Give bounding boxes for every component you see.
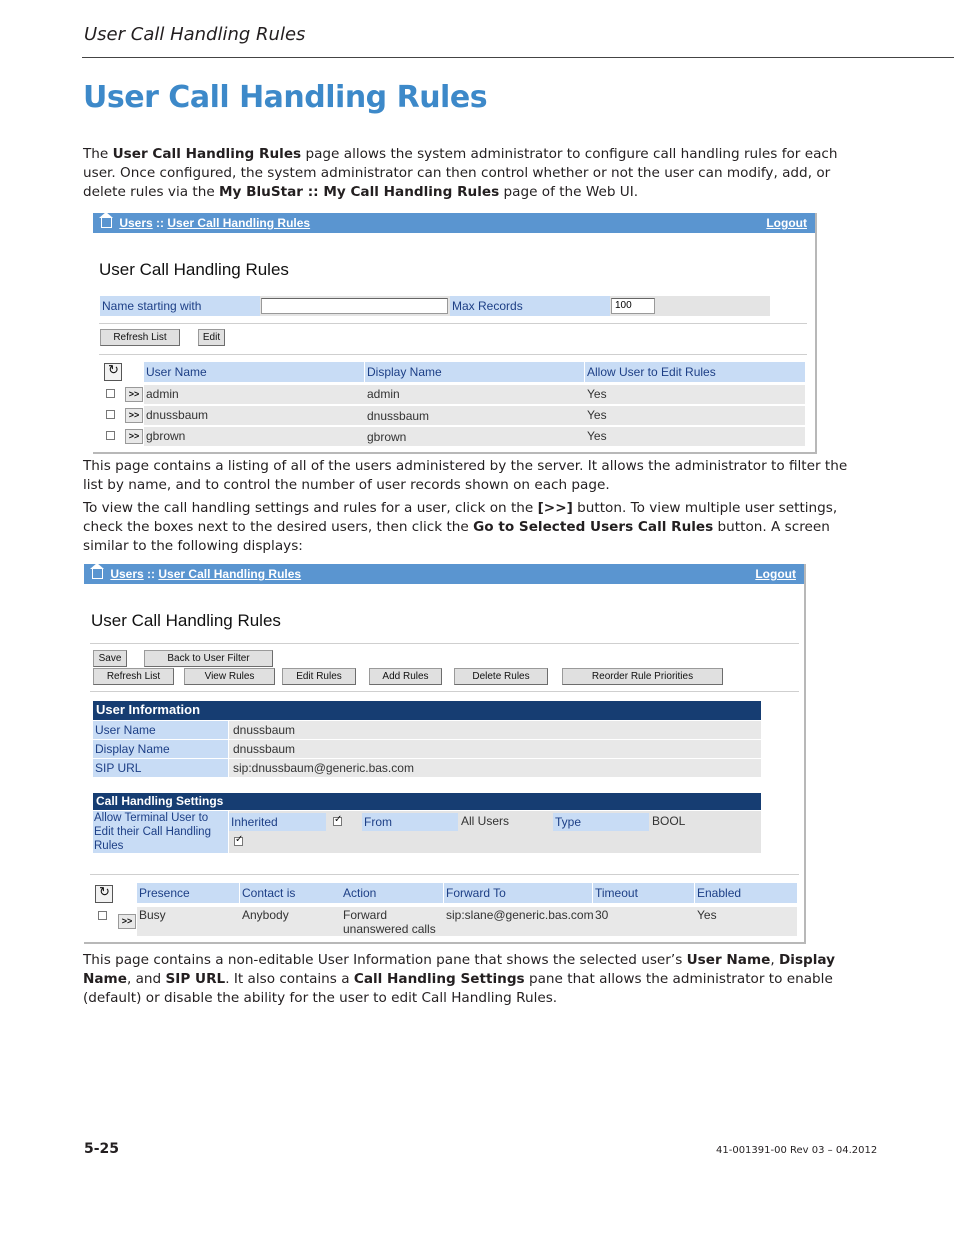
info-pane-paragraph: This page contains a non-editable User Information pane that shows the selected user’s User Name, Display Name, and SIP URL. It also contains a Call Handling Settings pane that allows the administrator to enable (default) or disable the ability for the user to edit Call Handling Rules. [83, 952, 836, 1006]
save-button[interactable]: Save [93, 650, 127, 667]
refresh-icon[interactable] [95, 885, 113, 903]
display-name-cell: gbrown [367, 430, 407, 444]
document-id: 41-001391-00 Rev 03 – 04.2012 [716, 1145, 878, 1156]
allow-edit-label: Allow Terminal User to Edit their Call Handling Rules [93, 811, 228, 853]
sip-url-label: SIP URL [93, 759, 228, 777]
forward-to-cell: sip:slane@generic.bas.com [446, 908, 594, 922]
row-go-button[interactable]: >> [125, 408, 143, 423]
intro-paragraph: The User Call Handling Rules page allows the system administrator to configure call handling rules for each user. Once configured, the system administrator can then control whether or not the user can modify, add, or delete rules via the My BluStar :: My Call Handling Rules page of the Web UI. [83, 146, 838, 200]
inherited-checkbox[interactable] [333, 817, 342, 826]
row-go-button[interactable]: >> [125, 387, 143, 402]
top-nav-bar [84, 564, 804, 584]
call-handling-settings-header: Call Handling Settings [93, 793, 761, 810]
edit-rules-button[interactable]: Edit Rules [282, 668, 356, 685]
user-name-label: User Name [93, 721, 228, 739]
type-label: Type [553, 813, 649, 831]
screenshot-user-list [93, 213, 817, 454]
display-name-cell: admin [367, 387, 400, 401]
table-row [144, 406, 805, 425]
column-header-display-name: Display Name [365, 362, 584, 382]
user-information-header: User Information [93, 701, 761, 720]
divider [99, 354, 807, 355]
column-header-allow-edit: Allow User to Edit Rules [585, 362, 805, 382]
logout-link[interactable]: Logout [755, 567, 796, 581]
action-cell: Forward unanswered calls [343, 908, 436, 936]
user-name-cell: dnussbaum [146, 408, 209, 422]
listing-paragraph: This page contains a listing of all of the users administered by the server. It allows the administrator to filter the list by name, and to control the number of user records shown on each page. [83, 458, 848, 493]
rule-row-go-button[interactable]: >> [118, 914, 136, 929]
refresh-icon[interactable] [104, 363, 122, 381]
allow-edit-cell: Yes [587, 429, 607, 443]
view-rules-paragraph: To view the call handling settings and rules for a user, click on the [>>] button. To view multiple user settings, check the boxes next to the desired users, then click the Go to Selected Users Call Rules button. A screen similar to the following displays: [83, 500, 838, 554]
header-rule [82, 57, 954, 58]
row-checkbox[interactable] [106, 431, 115, 440]
timeout-cell: 30 [595, 908, 609, 922]
top-nav-bar [93, 213, 815, 233]
inherited-label: Inherited [229, 813, 326, 831]
breadcrumb-users-link[interactable]: Users [110, 567, 144, 581]
divider [90, 691, 799, 692]
column-header-enabled: Enabled [695, 883, 797, 903]
shot-title: User Call Handling Rules [91, 611, 281, 630]
page-number: 5-25 [84, 1141, 120, 1157]
table-row [144, 385, 805, 404]
allow-edit-checkbox[interactable] [234, 837, 243, 846]
sip-url-value: sip:dnussbaum@generic.bas.com [229, 759, 761, 777]
display-name-cell: dnussbaum [367, 409, 430, 423]
rule-row-checkbox[interactable] [98, 911, 107, 920]
allow-edit-cell: Yes [587, 408, 607, 422]
home-icon[interactable] [92, 569, 103, 579]
back-to-user-filter-button[interactable]: Back to User Filter [144, 650, 273, 667]
row-checkbox[interactable] [106, 410, 115, 419]
column-header-presence: Presence [137, 883, 239, 903]
page-title: User Call Handling Rules [83, 80, 488, 115]
user-name-cell: admin [146, 387, 179, 401]
breadcrumb-separator: :: [147, 567, 156, 581]
name-filter-label: Name starting with [100, 296, 260, 316]
shot-title: User Call Handling Rules [99, 260, 289, 279]
screenshot-user-rules [84, 564, 806, 944]
edit-button[interactable]: Edit [198, 329, 225, 346]
contact-cell: Anybody [242, 908, 289, 922]
breadcrumb-current-link[interactable]: User Call Handling Rules [167, 216, 311, 230]
breadcrumb-users-link[interactable]: Users [119, 216, 153, 230]
home-icon[interactable] [101, 218, 112, 228]
from-label: From [362, 813, 458, 831]
name-filter-input[interactable] [261, 298, 448, 314]
divider [99, 323, 807, 324]
display-name-value: dnussbaum [229, 740, 761, 758]
column-header-contact: Contact is [240, 883, 341, 903]
breadcrumb [92, 567, 301, 581]
breadcrumb-current-link[interactable]: User Call Handling Rules [158, 567, 302, 581]
divider [90, 643, 799, 644]
max-records-input[interactable]: 100 [611, 298, 655, 314]
enabled-cell: Yes [697, 908, 717, 922]
refresh-list-button[interactable]: Refresh List [93, 668, 174, 685]
table-row [144, 427, 805, 446]
user-name-value: dnussbaum [229, 721, 761, 739]
column-header-forward-to: Forward To [444, 883, 592, 903]
add-rules-button[interactable]: Add Rules [369, 668, 442, 685]
allow-edit-cell: Yes [587, 387, 607, 401]
logout-link[interactable]: Logout [766, 216, 807, 230]
user-name-cell: gbrown [146, 429, 186, 443]
refresh-list-button[interactable]: Refresh List [100, 329, 180, 346]
row-go-button[interactable]: >> [125, 429, 143, 444]
display-name-label: Display Name [93, 740, 228, 758]
column-header-action: Action [341, 883, 443, 903]
divider [90, 874, 799, 875]
running-head: User Call Handling Rules [84, 24, 306, 45]
delete-rules-button[interactable]: Delete Rules [454, 668, 548, 685]
breadcrumb-separator: :: [156, 216, 165, 230]
max-records-label: Max Records [450, 296, 610, 316]
view-rules-button[interactable]: View Rules [184, 668, 275, 685]
reorder-rule-priorities-button[interactable]: Reorder Rule Priorities [562, 668, 723, 685]
column-header-timeout: Timeout [593, 883, 694, 903]
from-value: All Users [461, 814, 510, 828]
type-value: BOOL [652, 814, 686, 828]
presence-cell: Busy [139, 908, 166, 922]
breadcrumb [101, 216, 310, 230]
column-header-user-name: User Name [144, 362, 364, 382]
row-checkbox[interactable] [106, 389, 115, 398]
